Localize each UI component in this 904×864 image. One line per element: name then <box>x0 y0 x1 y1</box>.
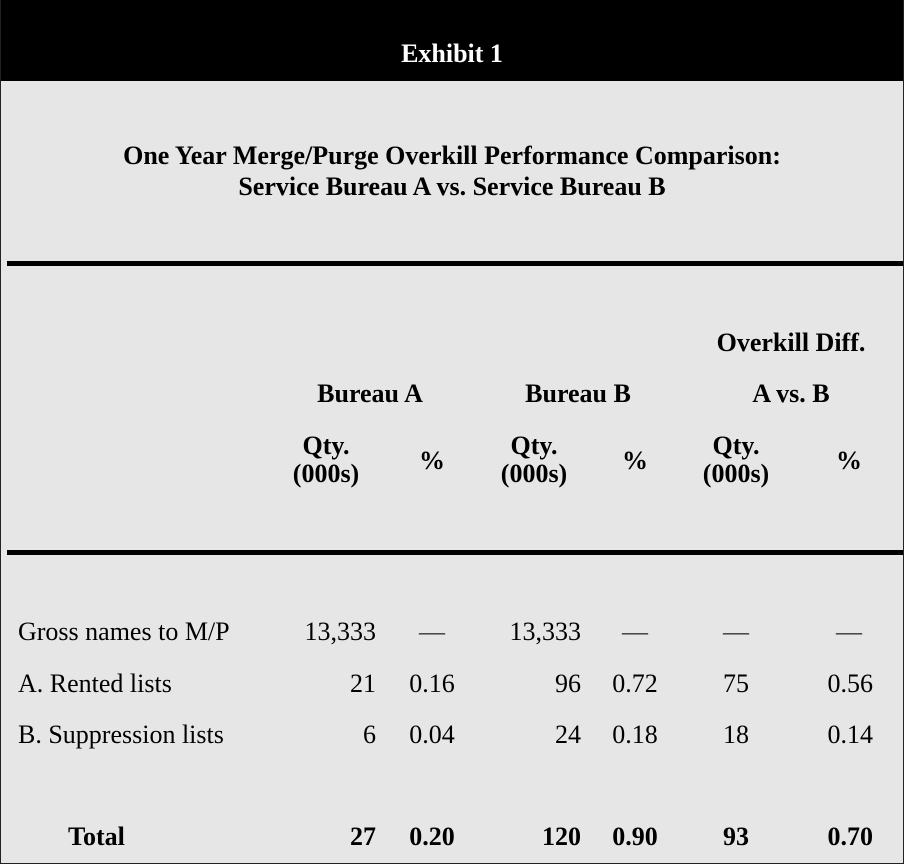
qty-header-line-2: (000s) <box>702 459 770 488</box>
bureau-b-pct-cell: 0.72 <box>612 669 658 698</box>
exhibit-title <box>1 140 903 202</box>
bureau-b-header: Bureau B <box>525 379 631 408</box>
diff-pct-cell: 0.56 <box>827 669 873 698</box>
total-diff-pct: 0.70 <box>827 822 873 851</box>
diff-qty-cell: — <box>723 617 749 646</box>
bureau-a-qty-cell: 21 <box>350 669 376 698</box>
diff-pct-cell: 0.14 <box>827 720 873 749</box>
qty-header-line-2: (000s) <box>292 459 360 488</box>
bureau-a-pct-cell: 0.04 <box>409 720 455 749</box>
total-diff-qty: 93 <box>723 822 749 851</box>
bureau-b-qty-cell: 96 <box>555 669 581 698</box>
bureau-a-pct-header: % <box>419 446 445 475</box>
row-label: B. Suppression lists <box>18 720 224 749</box>
total-bureau-a-pct: 0.20 <box>409 822 455 851</box>
diff-qty-header <box>703 432 769 488</box>
total-bureau-a-qty: 27 <box>350 822 376 851</box>
qty-header-line-2: (000s) <box>500 459 568 488</box>
diff-pct-cell: — <box>836 617 862 646</box>
a-vs-b-header: A vs. B <box>752 379 830 408</box>
diff-qty-cell: 18 <box>723 720 749 749</box>
title-line-1: One Year Merge/Purge Overkill Performance Comparison: <box>123 141 781 170</box>
bureau-a-qty-header <box>293 432 359 488</box>
exhibit-label: Exhibit 1 <box>401 39 503 68</box>
bureau-a-qty-cell: 6 <box>363 720 376 749</box>
total-bureau-b-pct: 0.90 <box>612 822 658 851</box>
bureau-a-pct-cell: — <box>419 617 445 646</box>
bureau-a-qty-cell: 13,333 <box>304 617 376 646</box>
qty-header-line-1: Qty. <box>510 431 558 460</box>
bureau-b-qty-header <box>501 432 567 488</box>
bureau-b-pct-cell: — <box>622 617 648 646</box>
bureau-a-header: Bureau A <box>317 379 423 408</box>
bureau-b-pct-header: % <box>622 446 648 475</box>
exhibit-banner <box>1 0 903 81</box>
row-label: Gross names to M/P <box>18 617 230 646</box>
qty-header-line-1: Qty. <box>302 431 350 460</box>
row-label: A. Rented lists <box>18 669 172 698</box>
bureau-b-qty-cell: 13,333 <box>509 617 581 646</box>
qty-header-line-1: Qty. <box>712 431 760 460</box>
diff-qty-cell: 75 <box>723 669 749 698</box>
total-bureau-b-qty: 120 <box>542 822 581 851</box>
header-rule-bottom <box>7 550 903 555</box>
header-rule-top <box>7 261 903 266</box>
bureau-b-qty-cell: 24 <box>555 720 581 749</box>
total-label: Total <box>68 822 125 851</box>
bureau-b-pct-cell: 0.18 <box>612 720 658 749</box>
overkill-diff-header: Overkill Diff. <box>716 328 866 357</box>
diff-pct-header: % <box>836 446 862 475</box>
bureau-a-pct-cell: 0.16 <box>409 669 455 698</box>
title-line-2: Service Bureau A vs. Service Bureau B <box>238 172 666 201</box>
